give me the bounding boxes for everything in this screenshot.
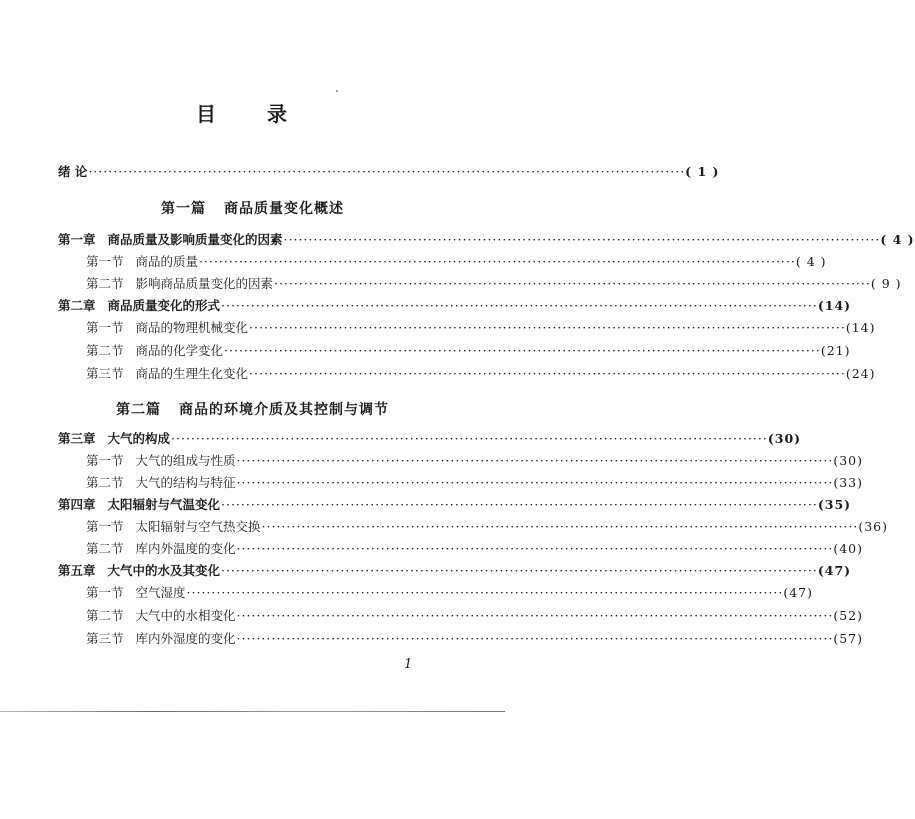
page-number: ( 9 ) xyxy=(870,275,902,291)
scan-speck xyxy=(336,90,338,92)
section-title: 影响商品质量变化的因素 xyxy=(135,276,274,291)
page-number: ( 4 ) xyxy=(880,231,915,247)
chapter-title: 大气的构成 xyxy=(107,431,171,446)
section-number: 第二节 xyxy=(86,475,124,490)
toc-entry-section[interactable] xyxy=(86,605,864,625)
leader-dots: ························································································································ xyxy=(236,540,834,556)
page-number: (30) xyxy=(767,430,802,446)
leader-dots: ························································································································ xyxy=(236,452,834,468)
leader-dots: ························································································································ xyxy=(88,163,686,179)
section-title: 大气中的水相变化 xyxy=(135,608,236,623)
toc-entry-chapter[interactable] xyxy=(58,295,852,315)
chapter-number: 第一章 xyxy=(58,232,96,247)
chapter-title: 大气中的水及其变化 xyxy=(107,563,221,578)
part-title: 商品的环境介质及其控制与调节 xyxy=(179,402,389,418)
leader-dots: ························································································································ xyxy=(236,607,834,623)
toc-entry-chapter[interactable] xyxy=(58,494,852,514)
part-heading xyxy=(0,399,505,419)
page-number: (47) xyxy=(817,562,852,578)
bottom-rule xyxy=(0,711,505,712)
page-folio: 1 xyxy=(404,657,413,672)
section-title: 商品的生理生化变化 xyxy=(135,366,249,381)
section-number: 第一节 xyxy=(86,519,124,534)
toc-entry-chapter[interactable] xyxy=(58,428,802,448)
leader-dots: ························································································································ xyxy=(199,253,796,269)
leader-dots: ························································································································ xyxy=(221,562,818,578)
page-number: (57) xyxy=(833,630,864,646)
toc-entry-section[interactable] xyxy=(86,516,889,536)
page-number: (36) xyxy=(858,518,889,534)
section-number: 第三节 xyxy=(86,366,124,381)
section-number: 第二节 xyxy=(86,541,124,556)
section-title: 商品的化学变化 xyxy=(135,343,224,358)
chapter-number: 第四章 xyxy=(58,497,96,512)
section-title: 空气湿度 xyxy=(135,585,186,600)
section-title: 库内外湿度的变化 xyxy=(135,631,236,646)
toc-title: 目 录 xyxy=(196,102,309,126)
section-number: 第二节 xyxy=(86,276,124,291)
section-title: 商品的质量 xyxy=(135,254,199,269)
toc-entry-section[interactable] xyxy=(86,450,864,470)
toc-entry-chapter[interactable] xyxy=(58,560,852,580)
page-number: (14) xyxy=(817,297,852,313)
part-number: 第二篇 xyxy=(116,402,161,418)
section-number: 第一节 xyxy=(86,320,124,335)
leader-dots: ························································································································ xyxy=(221,496,818,512)
section-title: 商品的物理机械变化 xyxy=(135,320,249,335)
section-number: 第二节 xyxy=(86,608,124,623)
page-number: (21) xyxy=(820,342,851,358)
leader-dots: ························································································································ xyxy=(186,584,784,600)
section-number: 第一节 xyxy=(86,254,124,269)
chapter-title: 商品质量变化的形式 xyxy=(107,298,221,313)
chapter-title: 商品质量及影响质量变化的因素 xyxy=(107,232,283,247)
section-number: 第二节 xyxy=(86,343,124,358)
page-number: (52) xyxy=(833,607,864,623)
leader-dots: ························································································································ xyxy=(261,518,859,534)
section-title: 太阳辐射与空气热交换 xyxy=(135,519,261,534)
leader-dots: ························································································································ xyxy=(274,275,871,291)
part-heading xyxy=(0,198,505,218)
toc-entry-section[interactable] xyxy=(86,340,851,360)
toc-entry-section[interactable] xyxy=(86,538,864,558)
page-number: (40) xyxy=(833,540,864,556)
toc-entry-section[interactable] xyxy=(86,317,876,337)
page-number: (24) xyxy=(845,365,876,381)
section-title: 大气的组成与性质 xyxy=(135,453,236,468)
page-number: (35) xyxy=(817,496,852,512)
chapter-number: 第三章 xyxy=(58,431,96,446)
chapter-number: 第五章 xyxy=(58,563,96,578)
page-number: ( 1 ) xyxy=(685,163,720,179)
toc-entry-intro[interactable] xyxy=(58,161,720,181)
chapter-number: 第二章 xyxy=(58,298,96,313)
toc-entry-chapter[interactable] xyxy=(58,229,915,249)
chapter-title: 太阳辐射与气温变化 xyxy=(107,497,221,512)
leader-dots: ························································································································ xyxy=(221,297,818,313)
section-title: 库内外温度的变化 xyxy=(135,541,236,556)
toc-entry-section[interactable] xyxy=(86,582,814,602)
part-number: 第一篇 xyxy=(161,201,206,217)
page-number: (33) xyxy=(833,474,864,490)
toc-entry-section[interactable] xyxy=(86,273,902,293)
leader-dots: ························································································································ xyxy=(283,231,881,247)
leader-dots: ························································································································ xyxy=(249,319,846,335)
page-number: (47) xyxy=(783,584,814,600)
leader-dots: ························································································································ xyxy=(236,474,834,490)
page-number: (14) xyxy=(845,319,876,335)
toc-entry-section[interactable] xyxy=(86,472,864,492)
section-title: 大气的结构与特征 xyxy=(135,475,236,490)
entry-label: 绪 论 xyxy=(58,164,88,179)
toc-entry-section[interactable] xyxy=(86,251,827,271)
section-number: 第三节 xyxy=(86,631,124,646)
leader-dots: ························································································································ xyxy=(171,430,768,446)
part-title: 商品质量变化概述 xyxy=(224,201,344,217)
toc-entry-section[interactable] xyxy=(86,363,876,383)
section-number: 第一节 xyxy=(86,453,124,468)
page-number: (30) xyxy=(833,452,864,468)
leader-dots: ························································································································ xyxy=(224,342,821,358)
page-number: ( 4 ) xyxy=(795,253,827,269)
section-number: 第一节 xyxy=(86,585,124,600)
leader-dots: ························································································································ xyxy=(249,365,846,381)
leader-dots: ························································································································ xyxy=(236,630,834,646)
toc-entry-section[interactable] xyxy=(86,628,864,648)
